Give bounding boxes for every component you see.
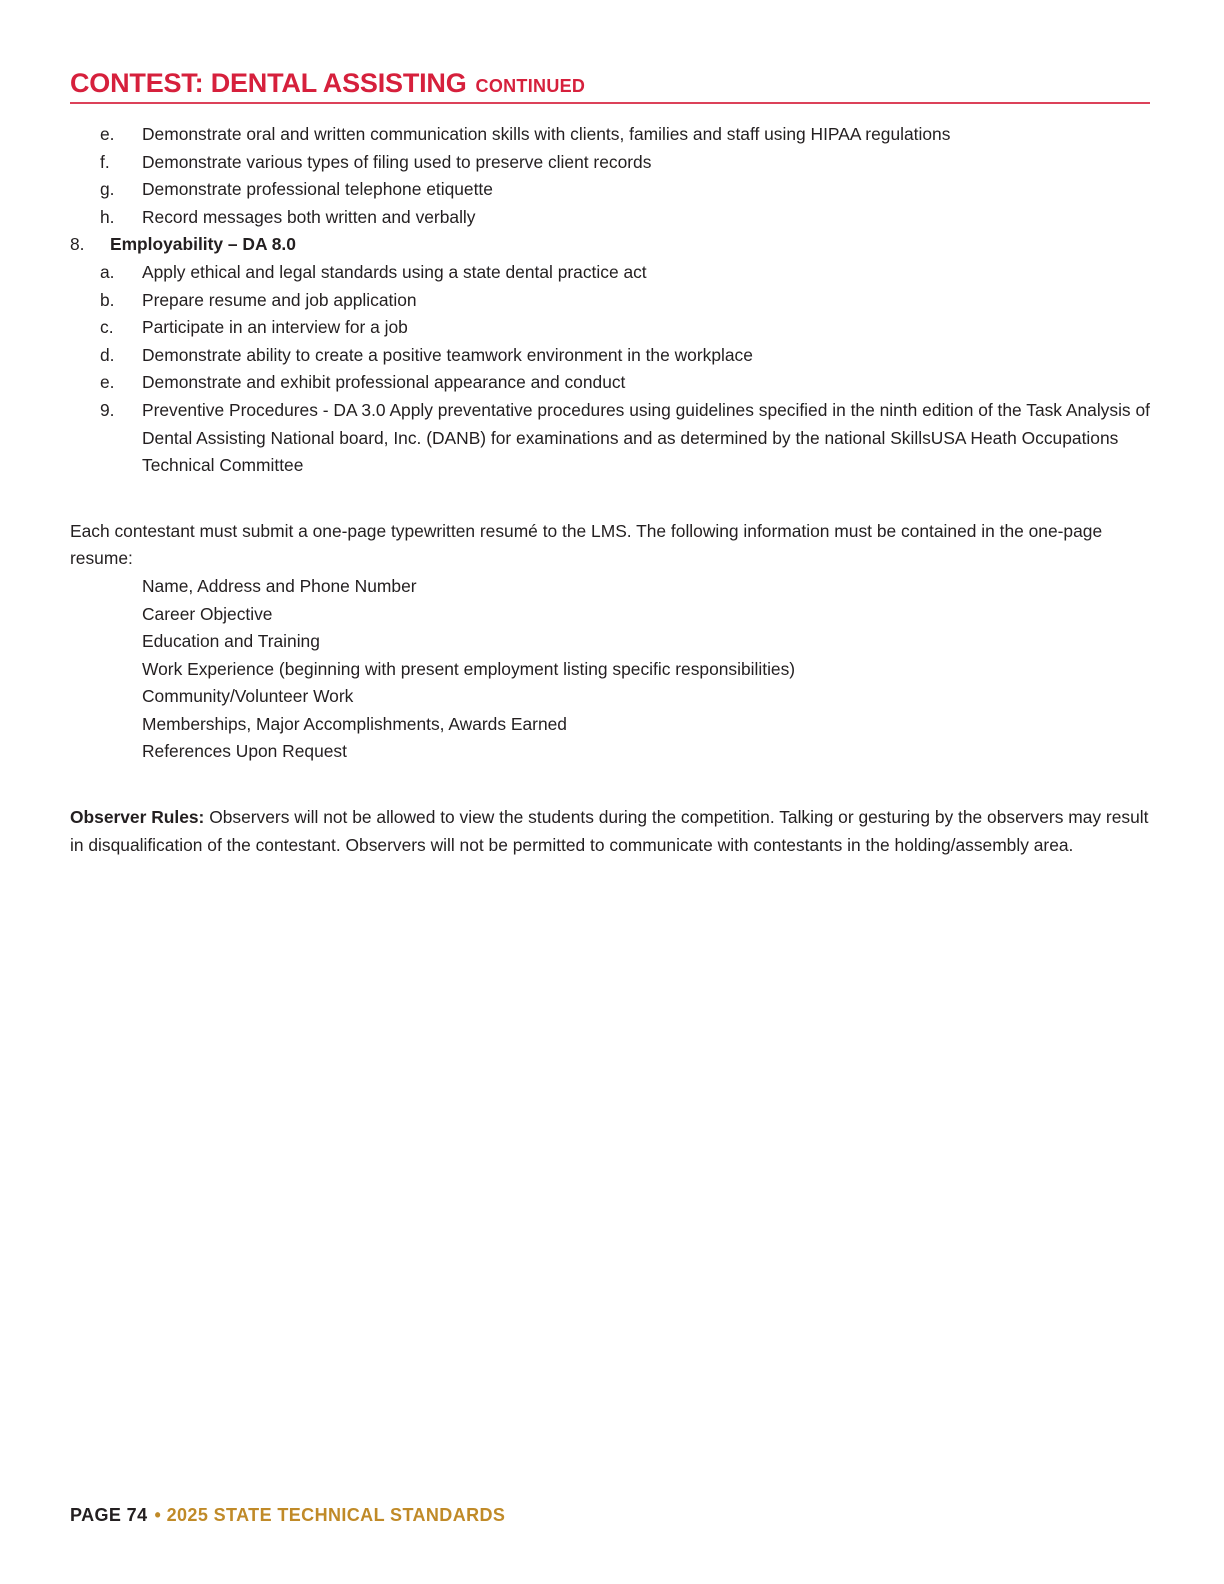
observer-rules-paragraph [70,804,1155,859]
list-item-marker: e. [100,372,115,393]
list-item-text: Preventive Procedures - DA 3.0 Apply preventative procedures using guidelines specified in the ninth edition of the Task Analysis of Dental Assisting National board, Inc. (DANB) for examinations and as determined by the national SkillsUSA Heath Occupations Technical Committee [142,399,1150,476]
page-footer [70,1505,505,1526]
list-item [70,204,1155,232]
list-item-marker: f. [100,151,110,172]
content-spacer [70,480,1155,518]
list-item [70,259,1155,287]
page-number-label: PAGE 74 [70,1505,148,1525]
list-item [70,121,1155,149]
list-item [70,369,1155,397]
list-item-marker: e. [100,124,115,144]
page-title-continued-label: CONTINUED [475,76,586,96]
list-item-marker: g. [100,179,115,200]
list-item [70,287,1155,315]
page-header [70,68,1150,104]
section-marker: 8. [70,234,85,255]
section-heading-employability [70,231,1155,259]
list-item-text: Demonstrate oral and written communication skills with clients, families and staff using HIPAA regulations [142,124,951,144]
list-item-marker: b. [100,289,115,310]
list-item: References Upon Request [142,741,347,762]
resume-intro-paragraph: Each contestant must submit a one-page typewritten resumé to the LMS. The following information must be contained in the one-page resume: [70,520,1103,569]
list-item [70,149,1155,177]
list-item: Name, Address and Phone Number [142,575,417,596]
observer-rules-label: Observer Rules: [70,807,205,828]
list-item: Career Objective [142,603,273,624]
footer-standards-label: • 2025 STATE TECHNICAL STANDARDS [154,1505,506,1525]
list-item [70,176,1155,204]
header-divider-rule [70,102,1150,104]
list-item [70,314,1155,342]
list-item-text: Participate in an interview for a job [142,317,408,338]
list-item-marker: h. [100,206,115,227]
list-item [70,397,1155,480]
list-item: Community/Volunteer Work [142,686,354,707]
list-item: Memberships, Major Accomplishments, Awards Earned [142,713,567,734]
list-item: Work Experience (beginning with present employment listing specific responsibilities) [142,658,796,679]
list-item-marker: c. [100,317,114,338]
list-item [70,342,1155,370]
section-title: Employability – DA 8.0 [110,234,296,255]
employability-list [70,259,1155,480]
list-item-text: Prepare resume and job application [142,289,417,310]
continued-list [70,121,1155,231]
list-item-text: Demonstrate ability to create a positive teamwork environment in the workplace [142,344,753,365]
page-title: CONTEST: DENTAL ASSISTING [70,68,467,98]
list-item-text: Record messages both written and verbally [142,206,476,227]
list-item-text: Demonstrate professional telephone etiquette [142,179,493,200]
page-content [70,121,1155,859]
resume-contents-list [70,573,1155,766]
list-item-marker: a. [100,261,115,282]
list-item-text: Apply ethical and legal standards using a state dental practice act [142,261,647,282]
list-item-marker: d. [100,344,115,365]
observer-rules-text: Observers will not be allowed to view the students during the competition. Talking or gesturing by the observers may result in disqualification of the contestant. Observers will not be permitted to communicate with contestants in the holding/assembly area. [70,807,1149,855]
list-item-text: Demonstrate and exhibit professional appearance and conduct [142,372,626,393]
list-item-marker: 9. [100,399,115,420]
content-spacer [70,766,1155,804]
list-item: Education and Training [142,631,320,652]
list-item-text: Demonstrate various types of filing used to preserve client records [142,151,652,172]
header-title-line [70,68,1150,99]
